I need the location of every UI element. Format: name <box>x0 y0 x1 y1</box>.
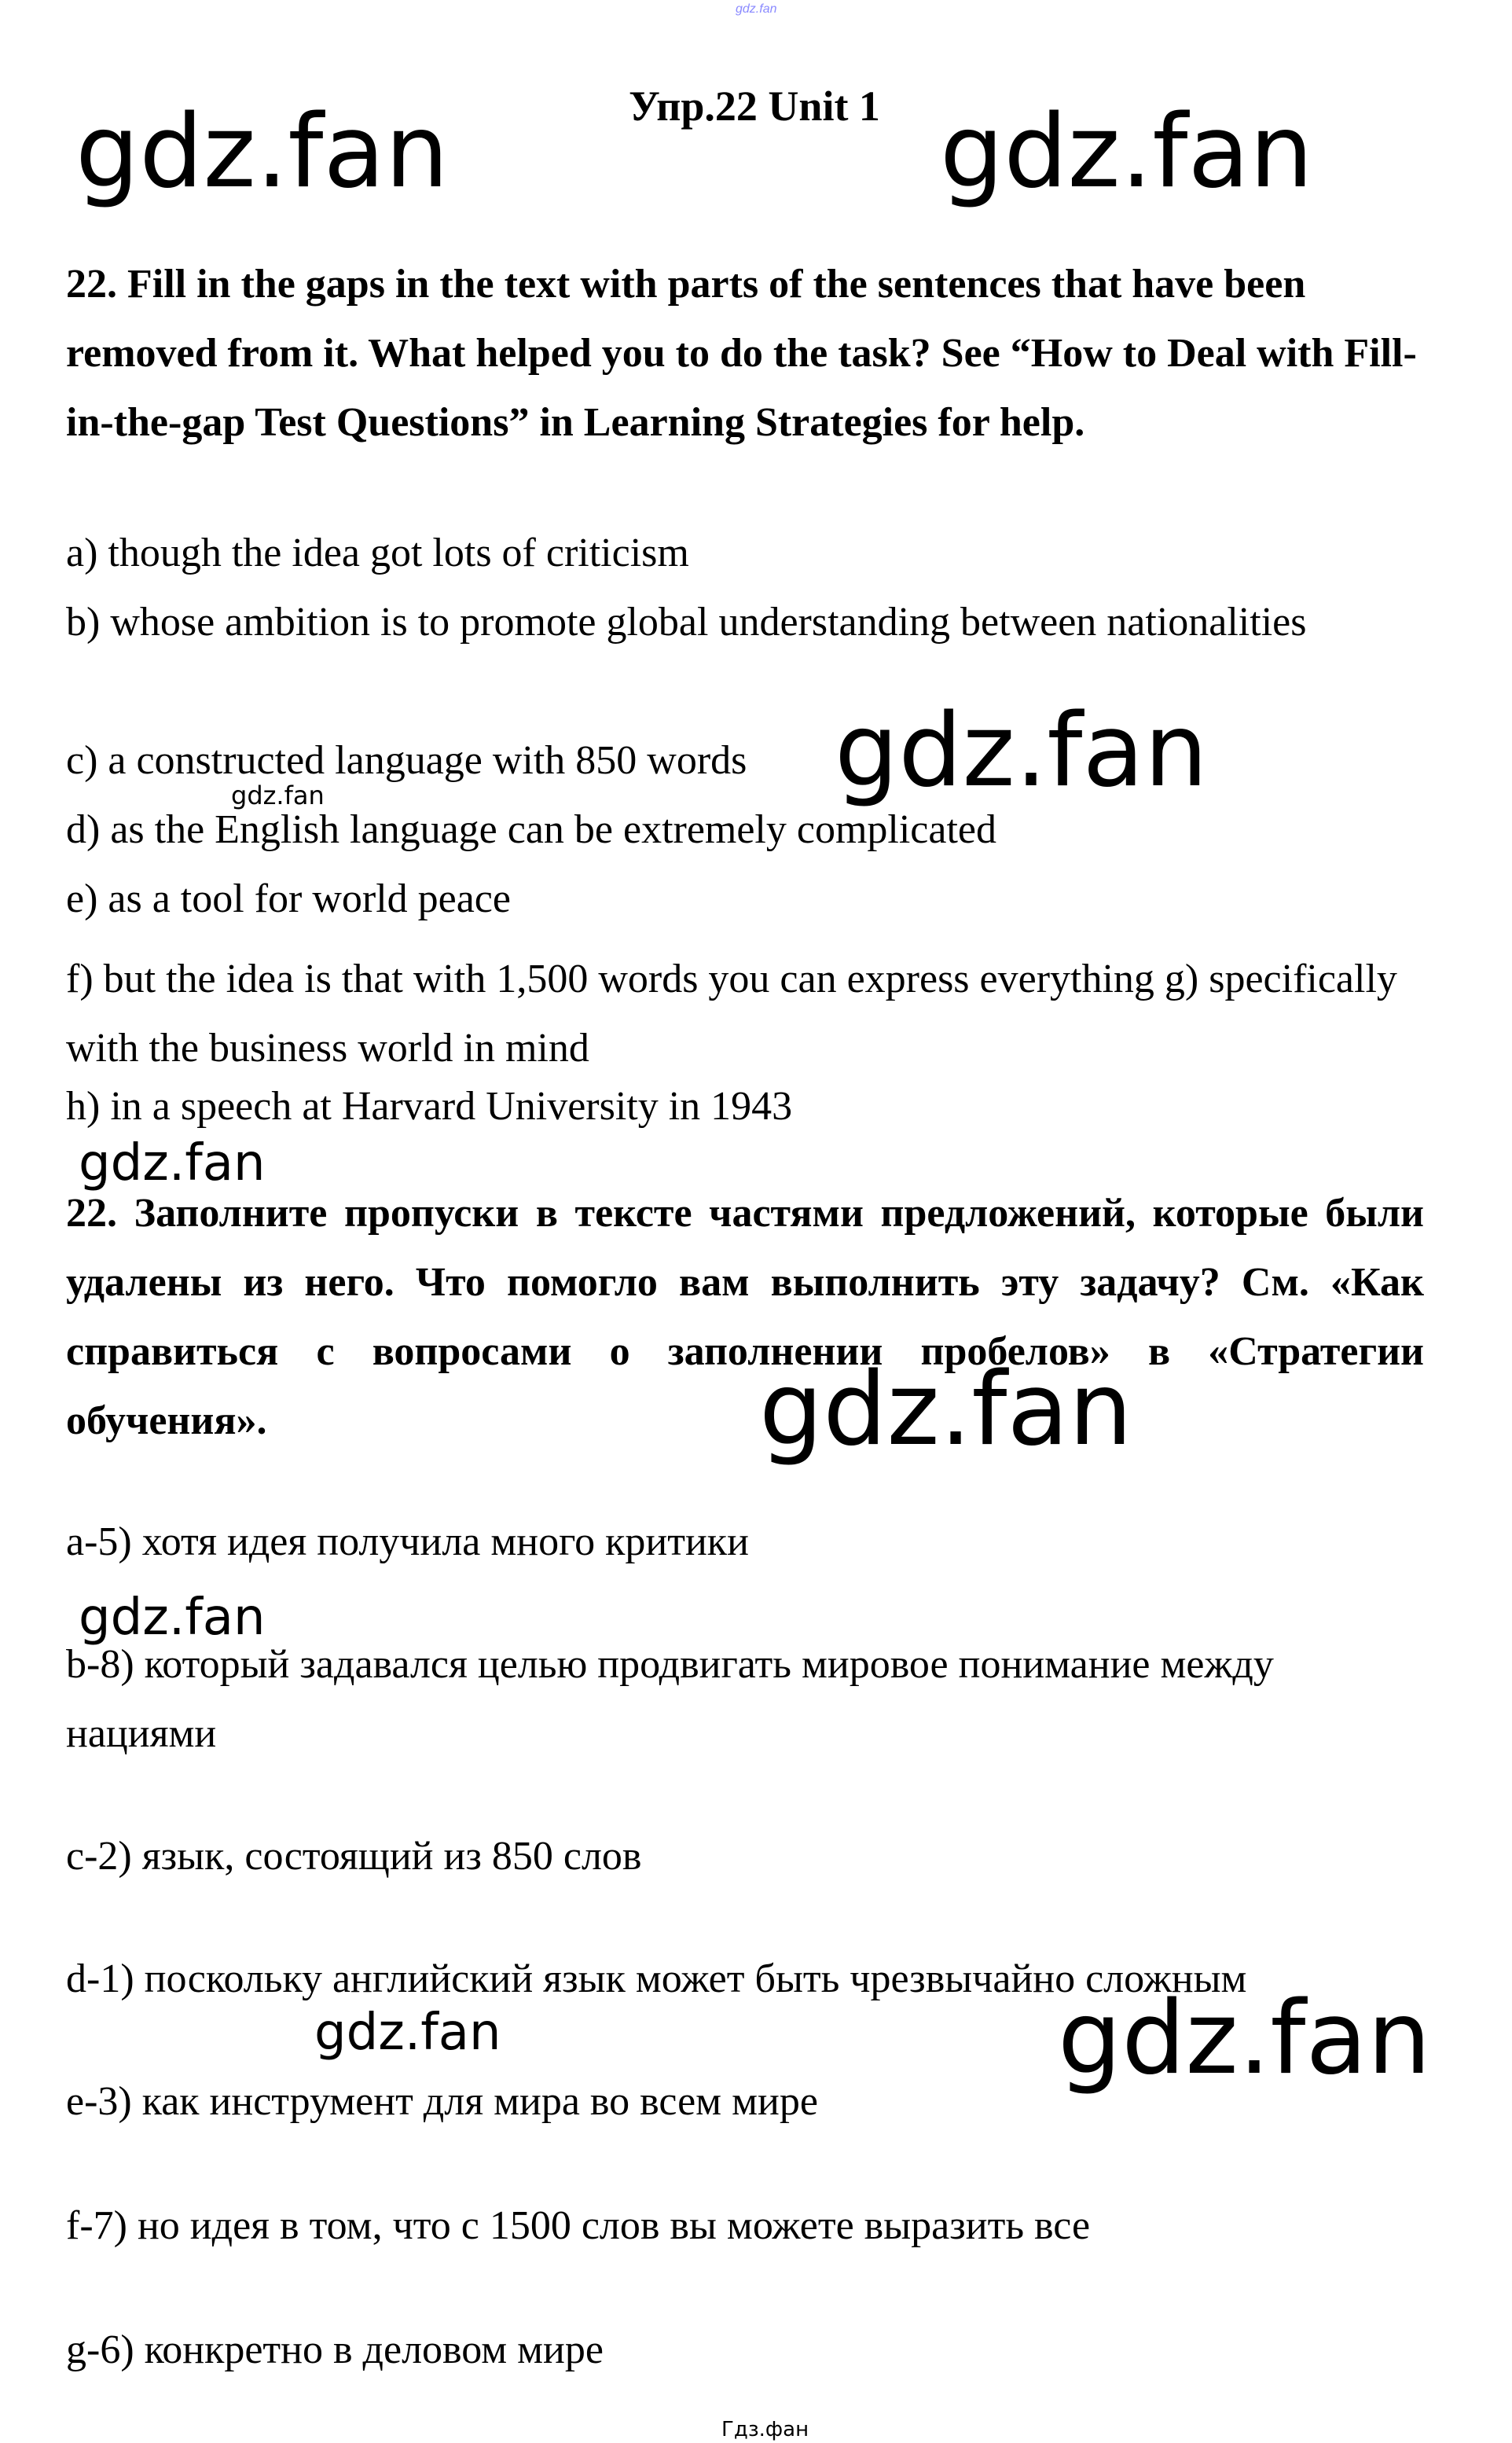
watermark: gdz.fan <box>940 94 1313 211</box>
answer-d: d-1) поскольку английский язык может быть чрезвычайно сложным <box>66 1956 1247 2001</box>
answer-b: b-8) который задавался целью продвигать мировое понимание между нациями <box>66 1642 1274 1756</box>
top-watermark: gdz.fan <box>736 2 777 16</box>
option-c: c) a constructed language with 850 words <box>66 738 747 783</box>
task-english: 22. Fill in the gaps in the text with parts of the sentences that have been removed from it. What helped you to do the task? See “How to Deal with Fill-in-the-gap Test Questions” in Learning Strategies for help. <box>66 262 1417 445</box>
answer-g: g-6) конкретно в деловом мире <box>66 2327 604 2372</box>
task-russian: 22. Заполните пропуски в тексте частями предложений, которые были удалены из него. Что помогло вам выполнить эту задачу? См. «Как справиться с вопросами о заполнении пробелов» в «Стратегии обучения». <box>66 1191 1424 1443</box>
option-h: h) in a speech at Harvard University in 1943 <box>66 1084 793 1129</box>
watermark: gdz.fan <box>314 2004 501 2062</box>
watermark: gdz.fan <box>835 692 1208 810</box>
option-a: a) though the idea got lots of criticism <box>66 531 689 575</box>
watermark: gdz.fan <box>79 1134 266 1192</box>
watermark: gdz.fan <box>231 781 325 810</box>
answer-c: c-2) язык, состоящий из 850 слов <box>66 1834 642 1879</box>
answer-e: e-3) как инструмент для мира во всем мире <box>66 2079 818 2124</box>
watermark: gdz.fan <box>79 1589 266 1647</box>
answer-f: f-7) но идея в том, что с 1500 слов вы можете выразить все <box>66 2203 1091 2248</box>
option-b: b) whose ambition is to promote global understanding between nationalities <box>66 600 1307 645</box>
watermark: gdz.fan <box>1058 1980 1431 2097</box>
page-title-text: Упр.22 Unit 1 <box>629 83 880 130</box>
footer-watermark: Гдз.фан <box>721 2418 809 2441</box>
answer-a: a-5) хотя идея получила много критики <box>66 1519 749 1564</box>
option-d: d) as the English language can be extremely complicated <box>66 807 996 852</box>
option-f: f) but the idea is that with 1,500 words you can express everything g) specifically with the business world in mind <box>66 957 1397 1071</box>
watermark: gdz.fan <box>759 1351 1132 1468</box>
option-e: e) as a tool for world peace <box>66 876 511 921</box>
watermark: gdz.fan <box>75 94 449 211</box>
